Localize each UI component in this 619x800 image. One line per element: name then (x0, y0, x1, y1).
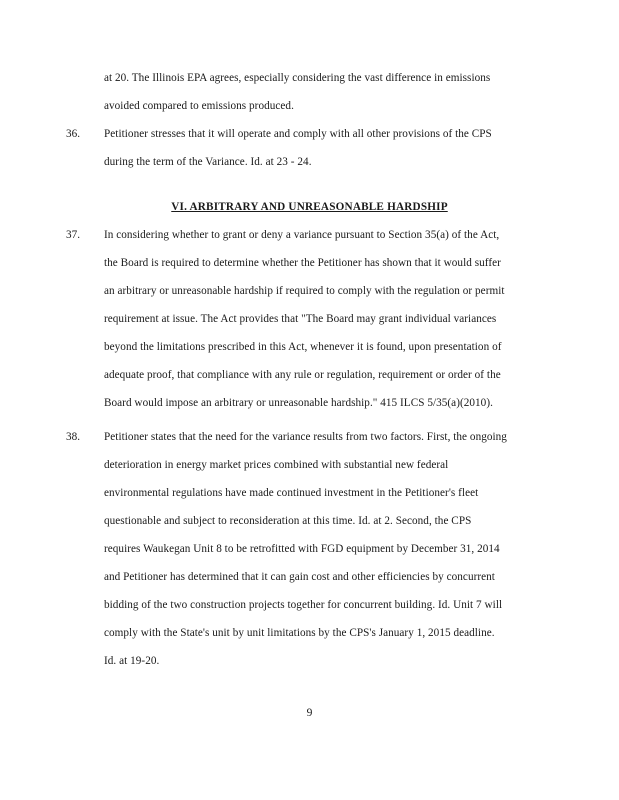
body-text-line: In considering whether to grant or deny a variance pursuant to Section 35(a) of the Act, (104, 229, 500, 241)
body-text-line: Board would impose an arbitrary or unreasonable hardship." 415 ILCS 5/35(a)(2010). (104, 397, 493, 409)
body-text-line: requires Waukegan Unit 8 to be retrofitted with FGD equipment by December 31, 2014 (104, 543, 500, 555)
paragraph-number: 38. (66, 431, 80, 443)
body-text-line: beyond the limitations prescribed in this Act, whenever it is found, upon presentation of (104, 341, 502, 353)
body-text-line: comply with the State's unit by unit limitations by the CPS's January 1, 2015 deadline. (104, 627, 495, 639)
body-text-line: avoided compared to emissions produced. (104, 100, 294, 112)
body-text-line: and Petitioner has determined that it can gain cost and other efficiencies by concurrent (104, 571, 495, 583)
body-text-line: the Board is required to determine whether the Petitioner has shown that it would suffer (104, 257, 501, 269)
body-text-line: Id. at 19-20. (104, 655, 160, 667)
page-number: 9 (306, 707, 313, 719)
body-text-line: an arbitrary or unreasonable hardship if required to comply with the regulation or permit (104, 285, 505, 297)
body-text-line: at 20. The Illinois EPA agrees, especially considering the vast difference in emissions (104, 72, 491, 84)
body-text-line: bidding of the two construction projects together for concurrent building. Id. Unit 7 will (104, 599, 503, 611)
body-text-line: questionable and subject to reconsideration at this time. Id. at 2. Second, the CPS (104, 515, 472, 527)
paragraph-number: 36. (66, 128, 80, 140)
body-text-line: requirement at issue. The Act provides that "The Board may grant individual variances (104, 313, 497, 325)
body-text-line: during the term of the Variance. Id. at 23 - 24. (104, 156, 312, 168)
body-text-line: Petitioner states that the need for the variance results from two factors. First, the ongoing (104, 431, 507, 443)
body-text-line: adequate proof, that compliance with any rule or regulation, requirement or order of the (104, 369, 501, 381)
body-text-line: deterioration in energy market prices combined with substantial new federal (104, 459, 449, 471)
body-text-line: Petitioner stresses that it will operate and comply with all other provisions of the CPS (104, 128, 492, 140)
section-heading: VI. ARBITRARY AND UNREASONABLE HARDSHIP (171, 201, 448, 213)
paragraph-number: 37. (66, 229, 80, 241)
body-text-line: environmental regulations have made continued investment in the Petitioner's fleet (104, 487, 479, 499)
